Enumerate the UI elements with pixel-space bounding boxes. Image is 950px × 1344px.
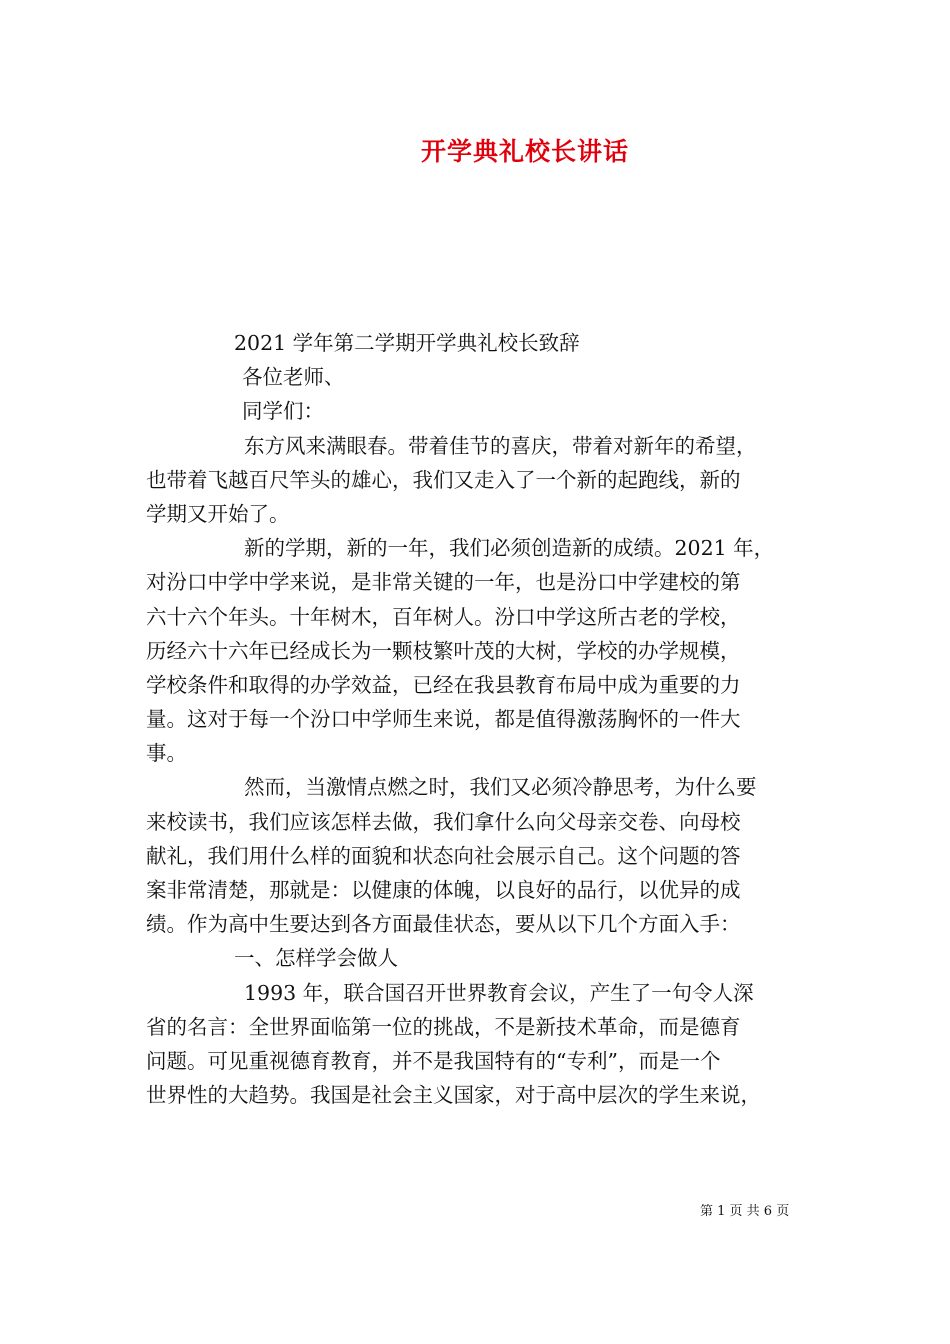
paragraph-line: 事。	[146, 741, 187, 766]
paragraph-line: 问题。可见重视德育教育，并不是我国特有的“专利”，而是一个	[146, 1048, 721, 1073]
paragraph-line: 学校条件和取得的办学效益，已经在我县教育布局中成为重要的力	[146, 672, 741, 697]
greeting-line: 各位老师、	[242, 365, 345, 390]
paragraph-line: 对汾口中学中学来说，是非常关键的一年，也是汾口中学建校的第	[146, 570, 741, 595]
document-subtitle: 2021 学年第二学期开学典礼校长致辞	[234, 331, 580, 355]
paragraph-line: 绩。作为高中生要达到各方面最佳状态，要从以下几个方面入手：	[146, 912, 741, 937]
paragraph-line: 世界性的大趋势。我国是社会主义国家，对于高中层次的学生来说，	[146, 1083, 761, 1108]
paragraph-line: 献礼，我们用什么样的面貌和状态向社会展示自己。这个问题的答	[146, 843, 741, 868]
page-number-footer: 第 1 页 共 6 页	[700, 1204, 790, 1219]
document-body	[146, 326, 806, 1112]
paragraph-line: 量。这对于每一个汾口中学师生来说，都是值得激荡胸怀的一件大	[146, 707, 741, 732]
paragraph-line: 来校读书，我们应该怎样去做，我们拿什么向父母亲交卷、向母校	[146, 809, 741, 834]
paragraph-line: 省的名言：全世界面临第一位的挑战，不是新技术革命，而是德育	[146, 1014, 741, 1039]
greeting-line: 同学们：	[242, 399, 324, 424]
paragraph-line: 学期又开始了。	[146, 501, 290, 526]
paragraph-line: 1993 年，联合国召开世界教育会议，产生了一句令人深	[244, 980, 754, 1005]
paragraph-line: 东方风来满眼春。带着佳节的喜庆，带着对新年的希望，	[244, 433, 757, 458]
section-heading: 一、怎样学会做人	[234, 946, 398, 971]
document-title: 开学典礼校长讲话	[420, 137, 629, 166]
paragraph-line: 六十六个年头。十年树木，百年树人。汾口中学这所古老的学校，	[146, 604, 741, 629]
paragraph-line: 案非常清楚，那就是：以健康的体魄，以良好的品行，以优异的成	[146, 878, 741, 902]
paragraph-line: 然而，当激情点燃之时，我们又必须冷静思考，为什么要	[244, 775, 757, 800]
paragraph-line: 新的学期，新的一年，我们必须创造新的成绩。2021 年，	[244, 536, 775, 561]
paragraph-line: 也带着飞越百尺竿头的雄心，我们又走入了一个新的起跑线，新的	[146, 467, 741, 492]
paragraph-line: 历经六十六年已经成长为一颗枝繁叶茂的大树，学校的办学规模，	[146, 638, 741, 663]
